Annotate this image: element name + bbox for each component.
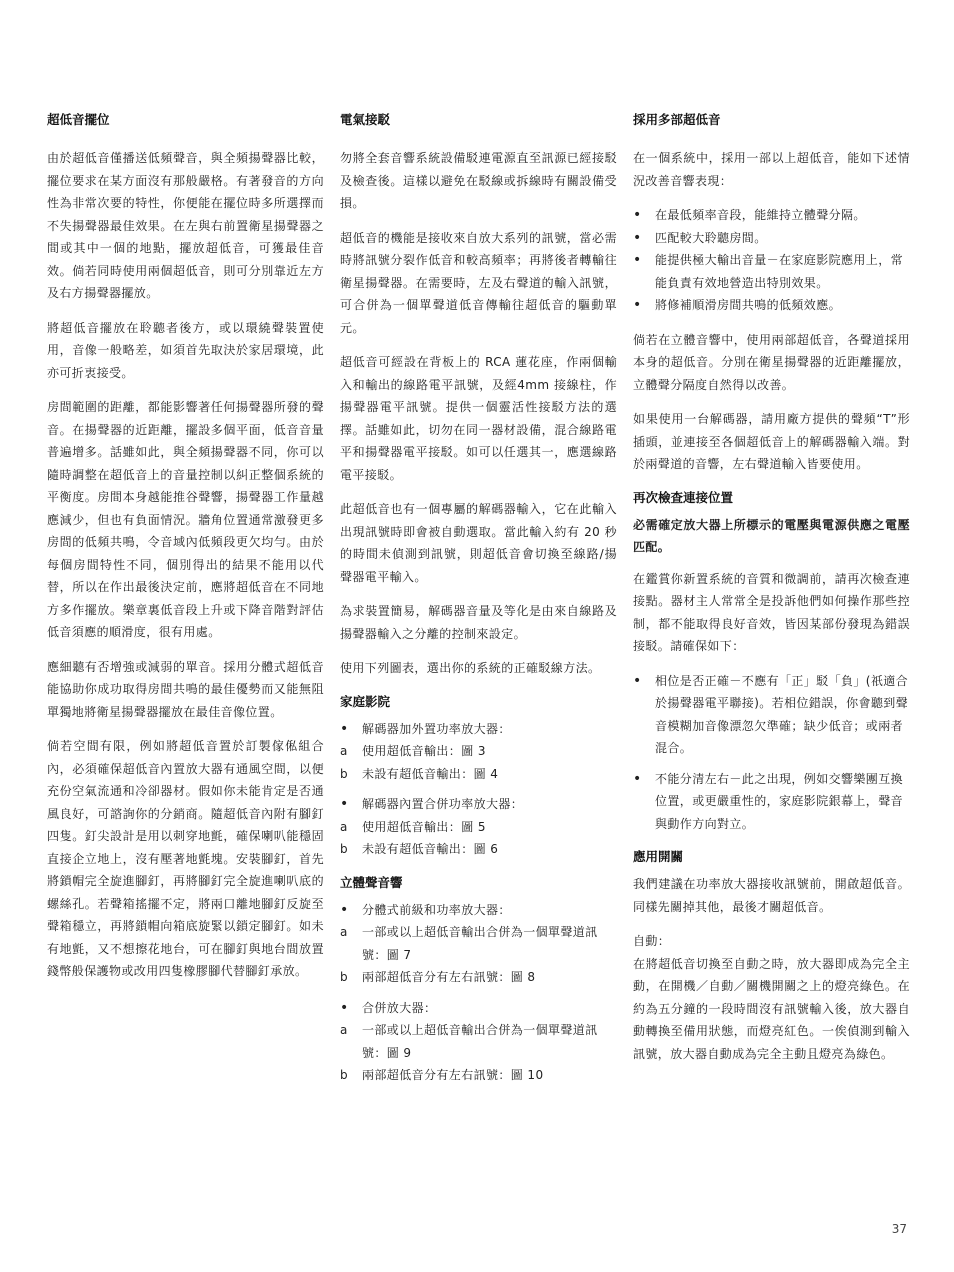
paragraph: 在一個系統中，採用一部以上超低音，能如下述情況改善音響表現： bbox=[633, 151, 910, 188]
list-item-text: 一部或以上超低音輸出合併為一個單聲道訊號：圖 9 bbox=[362, 1023, 598, 1060]
list-item-text: 合併放大器： bbox=[362, 1000, 437, 1015]
paragraph: 超低音的機能是接收來自放大系列的訊號，當必需時將訊號分裂作低音和較高頻率；再將後者轉輸往衛星揚聲器。在需要時，左及右聲道的輸入訊號，可合併為一個單聲道低音傳輸往超低音的驅動單元。 bbox=[340, 230, 617, 335]
list-item bbox=[340, 816, 617, 839]
paragraph: 倘若空間有限，例如將超低音置於訂製傢俬組合內，必須確保超低音內置放大器有通風空間，以便充份空氣流通和冷卻器材。假如你未能肯定是否通風良好，可諮詢你的分銷商。隨超低音內附有腳釘四隻。釘尖設計是用以刺穿地氈，確保喇叭能穩固直接企立地上，沒有壓著地氈塊。安裝腳釘，首先將鎖帽完全旋進腳釘，再將腳釘完全旋進喇叭底的螺絲孔。若聲箱搖擺不定，將兩口離地腳釘反旋至聲箱穩立，再將鎖帽向箱底旋緊以鎖定腳釘。如未有地氈，又不想擦花地台，可在腳釘與地台間放置錢幣般保護物或改用四隻橡膠腳代替腳釘承放。 bbox=[47, 739, 324, 978]
bullet-marker: • bbox=[633, 252, 642, 268]
list-item-text: 解碼器加外置功率放大器： bbox=[362, 721, 511, 736]
list-item-text: 兩部超低音分有左右訊號：圖 10 bbox=[362, 1068, 544, 1082]
list-item bbox=[340, 793, 617, 816]
letter-marker: a bbox=[340, 819, 348, 834]
bullet-marker: • bbox=[340, 901, 349, 918]
section-heading-stereo: 立體聲音響 bbox=[340, 874, 403, 890]
paragraph: 如果使用一台解碼器，請用廠方提供的聲頻“T”形插頭，並連接至各個超低音上的解碼器輸入端。對於兩聲道的音響，左右聲道輸入皆要使用。 bbox=[633, 412, 910, 471]
list-item-text: 使用超低音輸出：圖 3 bbox=[362, 744, 486, 758]
check-list bbox=[633, 670, 910, 836]
page-number: 37 bbox=[891, 1222, 907, 1236]
list-item-text: 相位是否正確－不應有「正」駁「負」(祇適合於揚聲器電平聯接)。若相位錯誤，你會聽到聲音模糊加音像漂忽欠準確；缺少低音；或兩者混合。 bbox=[655, 673, 909, 755]
stereo-list bbox=[340, 899, 617, 1087]
paragraph: 超低音可經設在背板上的 RCA 蓮花座，作兩個輸入和輸出的線路電平訊號，及經4mm 接線柱，作揚聲器電平訊號。提供一個靈活性接駁方法的選擇。話雖如此，切勿在同一器材設備，混合線路電平和揚聲器電平接駁。如可以任選其一，應選線路電平接駁。 bbox=[340, 355, 617, 482]
letter-marker: a bbox=[340, 925, 348, 939]
bullet-marker: • bbox=[633, 207, 642, 223]
section-heading-home-theatre: 家庭影院 bbox=[340, 693, 391, 709]
paragraph: 應細聽有否增強或減弱的單音。採用分體式超低音能協助你成功取得房間共鳴的最佳優勢而又能無阻單獨地將衛星揚聲器擺放在最佳音像位置。 bbox=[47, 659, 324, 719]
list-item-text: 使用超低音輸出：圖 5 bbox=[362, 819, 486, 834]
section-heading-multiple-subwoofers: 採用多部超低音 bbox=[633, 112, 721, 127]
paragraph: 使用下列圖表，選出你的系統的正確駁線方法。 bbox=[340, 661, 601, 675]
bullet-marker: • bbox=[340, 720, 349, 737]
bullet-marker: • bbox=[633, 672, 642, 689]
list-item bbox=[340, 740, 617, 763]
list-item bbox=[340, 838, 617, 861]
bullet-marker: • bbox=[633, 297, 642, 313]
list-item bbox=[633, 294, 910, 317]
section-heading-power-switch: 應用開關 bbox=[633, 849, 684, 864]
section-heading-electrical-connection: 電氣接駁 bbox=[340, 112, 391, 127]
list-item bbox=[340, 718, 617, 741]
letter-marker: a bbox=[340, 1023, 348, 1037]
list-item bbox=[340, 763, 617, 786]
list-item bbox=[633, 204, 910, 227]
paragraph: 倘若在立體音響中，使用兩部超低音，各聲道採用本身的超低音。分別在衛星揚聲器的近距離擺放，立體聲分隔度自然得以改善。 bbox=[633, 332, 910, 392]
list-item-text: 兩部超低音分有左右訊號：圖 8 bbox=[362, 970, 536, 984]
list-item bbox=[340, 1064, 617, 1087]
paragraph: 我們建議在功率放大器接收訊號前，開啟超低音。同樣先關掉其他，最後才關超低音。 bbox=[633, 877, 910, 914]
bullet-marker: • bbox=[340, 999, 349, 1016]
list-item bbox=[633, 768, 910, 836]
benefits-list bbox=[633, 204, 910, 317]
bullet-marker: • bbox=[633, 770, 642, 787]
paragraph: 房間範圍的距離，都能影響著任何揚聲器所發的聲音。在揚聲器的近距離，擺設多個平面，低音音量普遍增多。話雖如此，與全頻揚聲器不同，你可以隨時調整在超低音上的音量控制以糾正整個系統的平衡度。房間本身越能推谷聲響，揚聲器工作量越應減少，但也有負面情況。牆角位置通常激發更多房間的低頻共鳴，令音域內低頻段更欠均勻。由於每個房間特性不同，個別得出的結果不能用以代替，所以在作出最後決定前，應將超低音在不同地方多作擺放。樂章裏低音段上升或下降音階對評估低音須應的順滑度，很有用處。 bbox=[47, 400, 324, 639]
paragraph: 勿將全套音響系統設備駁連電源直至訊源已經接駁及檢查後。這樣以避免在駁線或拆線時有關設備受損。 bbox=[340, 151, 617, 210]
column-2 bbox=[340, 110, 617, 1099]
column-1 bbox=[47, 110, 324, 995]
list-item bbox=[340, 966, 617, 989]
list-item bbox=[340, 921, 617, 966]
paragraph: 為求裝置簡易，解碼器音量及等化是由來自線路及揚聲器輸入之分離的控制來設定。 bbox=[340, 604, 617, 641]
list-item bbox=[340, 997, 617, 1020]
list-item-text: 一部或以上超低音輸出合併為一個單聲道訊號：圖 7 bbox=[362, 925, 598, 962]
list-item bbox=[340, 1019, 617, 1064]
letter-marker: b bbox=[340, 1068, 349, 1082]
paragraph: 在將超低音切換至自動之時，放大器即成為完全主動，在開機／自動／關機開關之上的燈亮綠色。在約為五分鐘的一段時間沒有訊號輸入後，放大器自動轉換至備用狀態，而燈亮紅色。一俟偵測到輸入訊號，放大器自動成為完全主動且燈亮為綠色。 bbox=[633, 956, 910, 1061]
voltage-warning: 必需確定放大器上所標示的電壓與電源供應之電壓匹配。 bbox=[633, 517, 910, 554]
list-item-text: 不能分清左右－此之出現，例如交響樂團互換位置，或更嚴重性的，家庭影院銀幕上，聲音與動作方向對立。 bbox=[655, 771, 904, 831]
letter-marker: a bbox=[340, 744, 348, 758]
paragraph: 自動： bbox=[633, 934, 671, 948]
bullet-marker: • bbox=[340, 796, 349, 812]
paragraph: 由於超低音僅播送低頻聲音，與全頻揚聲器比較，擺位要求在某方面沒有那般嚴格。有著發音的方向性為非常次要的特性，你便能在擺位時多所選擇而不失揚聲器最佳效果。在左與右前置衛星揚聲器之間或其中一個的地點，擺放超低音，可獲最佳音效。倘若同時使用兩個超低音，則可分別靠近左方及右方揚聲器擺放。 bbox=[47, 151, 324, 300]
list-item-text: 能提供極大輸出音量－在家庭影院應用上，常能負責有效地營造出特別效果。 bbox=[655, 253, 904, 290]
letter-marker: b bbox=[340, 970, 349, 984]
list-item bbox=[340, 899, 617, 922]
home-theatre-list bbox=[340, 718, 617, 861]
list-item-text: 匹配較大聆聽房間。 bbox=[655, 230, 767, 245]
list-item-text: 未設有超低音輸出：圖 4 bbox=[362, 766, 499, 781]
list-item-text: 將修補順滑房間共鳴的低頻效應。 bbox=[655, 298, 842, 312]
section-heading-subwoofer-placement: 超低音擺位 bbox=[47, 112, 110, 127]
bullet-marker: • bbox=[633, 229, 642, 246]
letter-marker: b bbox=[340, 842, 349, 856]
list-item-text: 在最低頻率音段，能維持立體聲分隔。 bbox=[655, 208, 866, 222]
paragraph: 在鑑賞你新置系統的音質和微調前，請再次檢查連接點。器材主人常常全是投訴他們如何操作那些控制，都不能取得良好音效，皆因某部份發現為錯誤接駁。請確保如下： bbox=[633, 571, 910, 653]
list-item-text: 分體式前級和功率放大器： bbox=[362, 902, 511, 917]
paragraph: 此超低音也有一個專屬的解碼器輸入，它在此輸入出現訊號時即會被自動選取。當此輸入約有 20 秒的時間未偵測到訊號，則超低音會切換至線路/揚聲器電平輸入。 bbox=[340, 502, 617, 584]
list-item-text: 解碼器內置合併功率放大器： bbox=[362, 797, 524, 811]
list-item bbox=[633, 249, 910, 294]
column-3 bbox=[633, 110, 910, 1077]
list-item-text: 未設有超低音輸出：圖 6 bbox=[362, 842, 499, 856]
section-heading-recheck-connections: 再次檢查連接位置 bbox=[633, 489, 734, 505]
list-item bbox=[633, 670, 910, 760]
list-item bbox=[633, 227, 910, 250]
letter-marker: b bbox=[340, 766, 349, 781]
paragraph: 將超低音擺放在聆聽者後方，或以環繞聲裝置使用，音像一般略差，如須首先取決於家居環境，此亦可折衷接受。 bbox=[47, 320, 324, 380]
